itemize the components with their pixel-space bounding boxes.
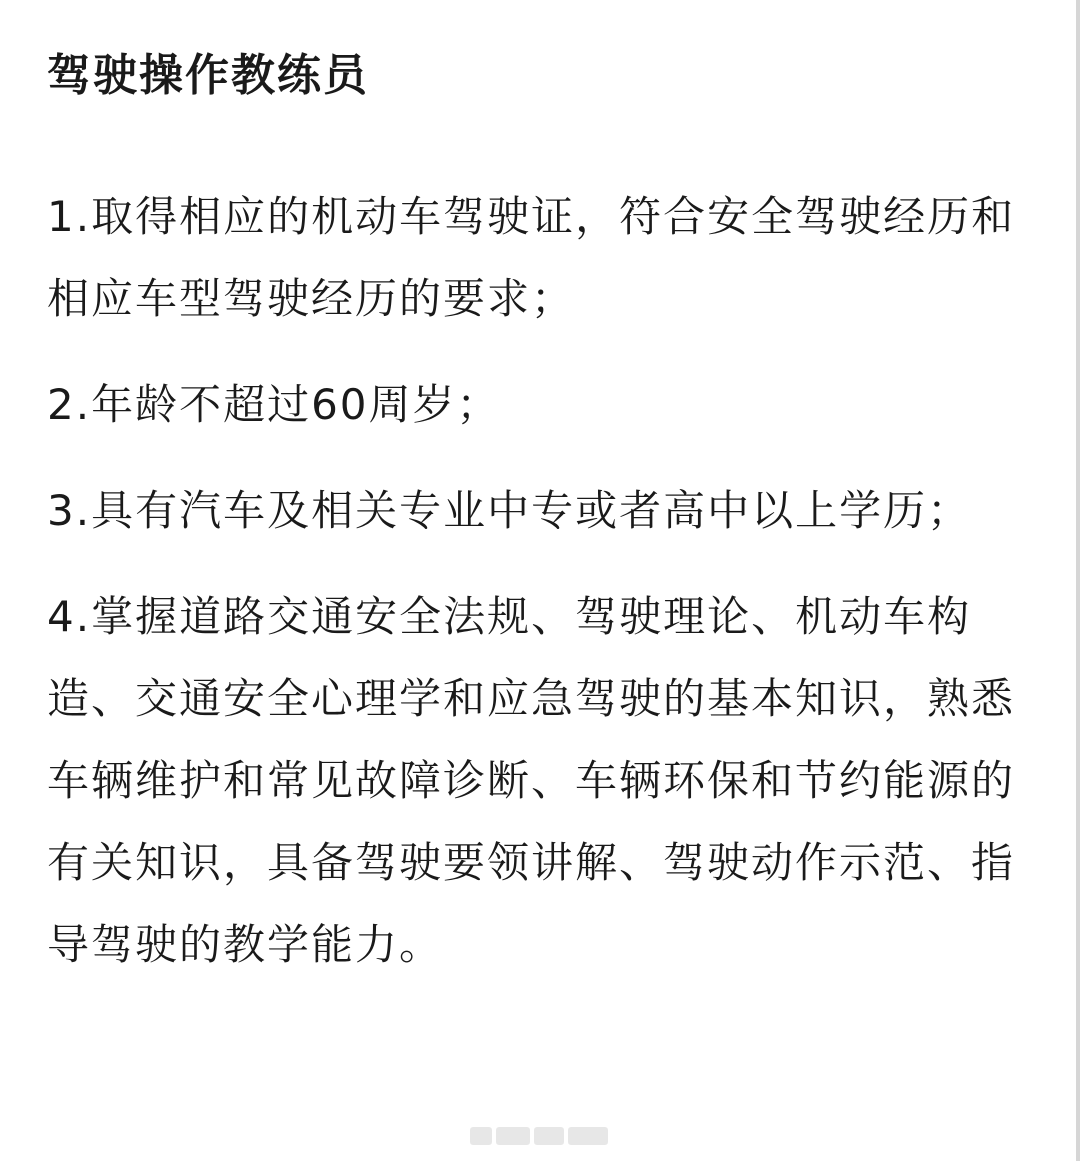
watermark-logo-mark: [470, 1127, 492, 1145]
watermark-glyph: [534, 1127, 564, 1145]
watermark-glyph: [496, 1127, 530, 1145]
document-body: [47, 40, 1047, 1010]
requirement-3: 3.具有汽车及相关专业中专或者高中以上学历；: [47, 486, 972, 535]
requirement-2: 2.年龄不超过60周岁；: [47, 380, 501, 429]
document-title: 驾驶操作教练员: [47, 50, 369, 101]
watermark-glyph: [568, 1127, 608, 1145]
page-edge-divider: [1076, 0, 1080, 1161]
requirement-1: 1.取得相应的机动车驾驶证，符合安全驾驶经历和相应车型驾驶经历的要求；: [47, 192, 1016, 323]
requirement-4: 4.掌握道路交通安全法规、驾驶理论、机动车构造、交通安全心理学和应急驾驶的基本知识，熟悉车辆维护和常见故障诊断、车辆环保和节约能源的有关知识，具备驾驶要领讲解、驾驶动作示范、指导驾驶的教学能力。: [47, 592, 1016, 969]
watermark: [470, 1124, 620, 1148]
